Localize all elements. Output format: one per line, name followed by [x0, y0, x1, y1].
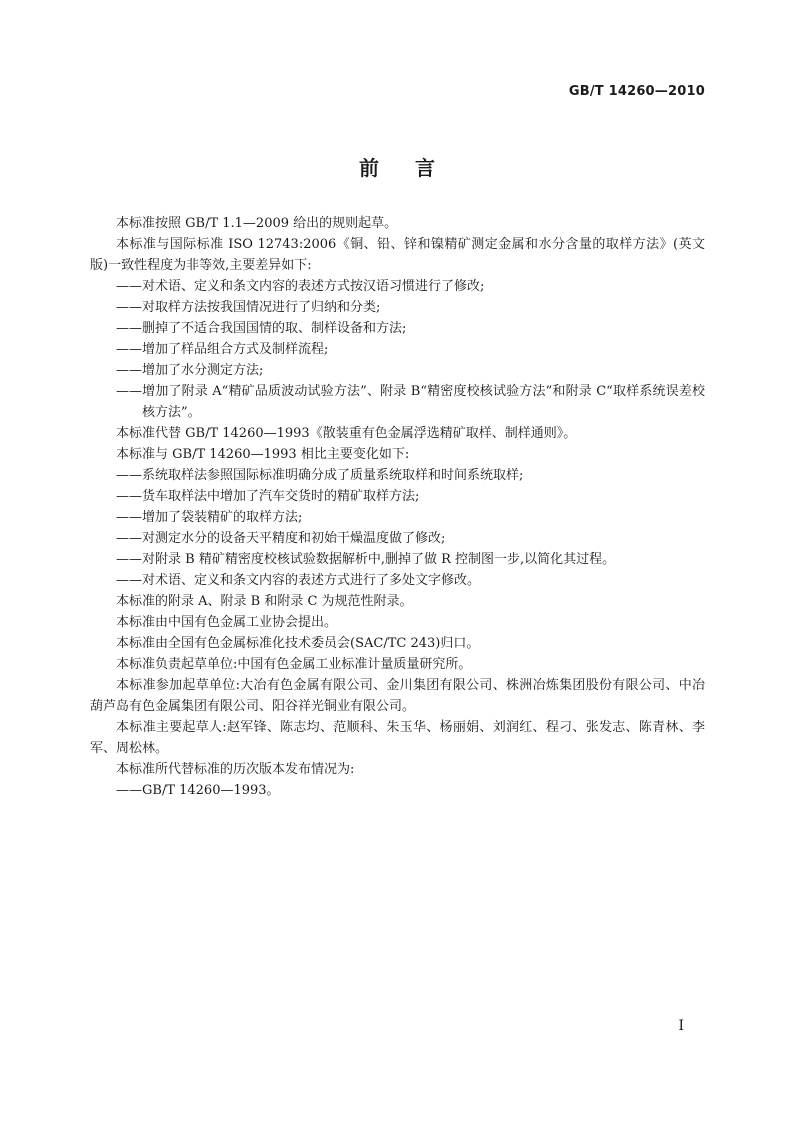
page-title: 前言	[359, 156, 471, 180]
paragraph: 本标准由全国有色金属标准化技术委员会(SAC/TC 243)归口。	[116, 636, 480, 651]
paragraph: 本标准按照 GB/T 1.1—2009 给出的规则起草。	[116, 216, 398, 231]
paragraph: 本标准代替 GB/T 14260—1993《散装重有色金属浮选精矿取样、制样通则》。	[116, 426, 577, 441]
list-item: ——对附录 B 精矿精密度校核试验数据解析中,删掉了做 R 控制图一步,以简化其过程。	[116, 552, 616, 567]
paragraph: 本标准由中国有色金属工业协会提出。	[116, 615, 338, 630]
list-item: ——增加了水分测定方法;	[116, 363, 264, 378]
list-item: ——对取样方法按我国情况进行了归纳和分类;	[116, 300, 381, 315]
list-item: ——系统取样法参照国际标准明确分成了质量系统取样和时间系统取样;	[116, 468, 524, 483]
paragraph: 本标准负责起草单位:中国有色金属工业标准计量质量研究所。	[116, 657, 472, 672]
standard-code: GB/T 14260—2010	[568, 84, 705, 99]
paragraph: 本标准与国际标准 ISO 12743:2006《铜、铅、锌和镍精矿测定金属和水分含量的取样方法》(英文版)一致性程度为非等效,主要差异如下:	[90, 237, 705, 273]
list-item: ——增加了附录 A“精矿品质波动试验方法”、附录 B“精密度校核试验方法”和附录 C“取样系统误差校核方法”。	[116, 384, 705, 420]
list-item: ——GB/T 14260—1993。	[116, 783, 280, 798]
page-number: I	[678, 1018, 684, 1034]
list-item: ——货车取样法中增加了汽车交货时的精矿取样方法;	[116, 489, 420, 504]
paragraph: 本标准与 GB/T 14260—1993 相比主要变化如下:	[116, 447, 410, 462]
list-item: ——对术语、定义和条文内容的表述方式按汉语习惯进行了修改;	[116, 279, 485, 294]
list-item: ——对测定水分的设备天平精度和初始干燥温度做了修改;	[116, 531, 446, 546]
list-item: ——对术语、定义和条文内容的表述方式进行了多处文字修改。	[116, 573, 481, 588]
list-item: ——删掉了不适合我国国情的取、制样设备和方法;	[116, 321, 407, 336]
list-item: ——增加了样品组合方式及制样流程;	[116, 342, 329, 357]
list-item: ——增加了袋装精矿的取样方法;	[116, 510, 303, 525]
paragraph: 本标准参加起草单位:大冶有色金属有限公司、金川集团有限公司、株洲冶炼集团股份有限公司、中冶葫芦岛有色金属集团有限公司、阳谷祥光铜业有限公司。	[90, 678, 705, 714]
document-body	[90, 213, 705, 801]
paragraph: 本标准的附录 A、附录 B 和附录 C 为规范性附录。	[116, 594, 413, 609]
paragraph: 本标准所代替标准的历次版本发布情况为:	[116, 762, 355, 777]
paragraph: 本标准主要起草人:赵军锋、陈志均、范顺科、朱玉华、杨丽娟、刘润红、程刁、张发志、陈青林、李军、周松林。	[90, 720, 705, 756]
